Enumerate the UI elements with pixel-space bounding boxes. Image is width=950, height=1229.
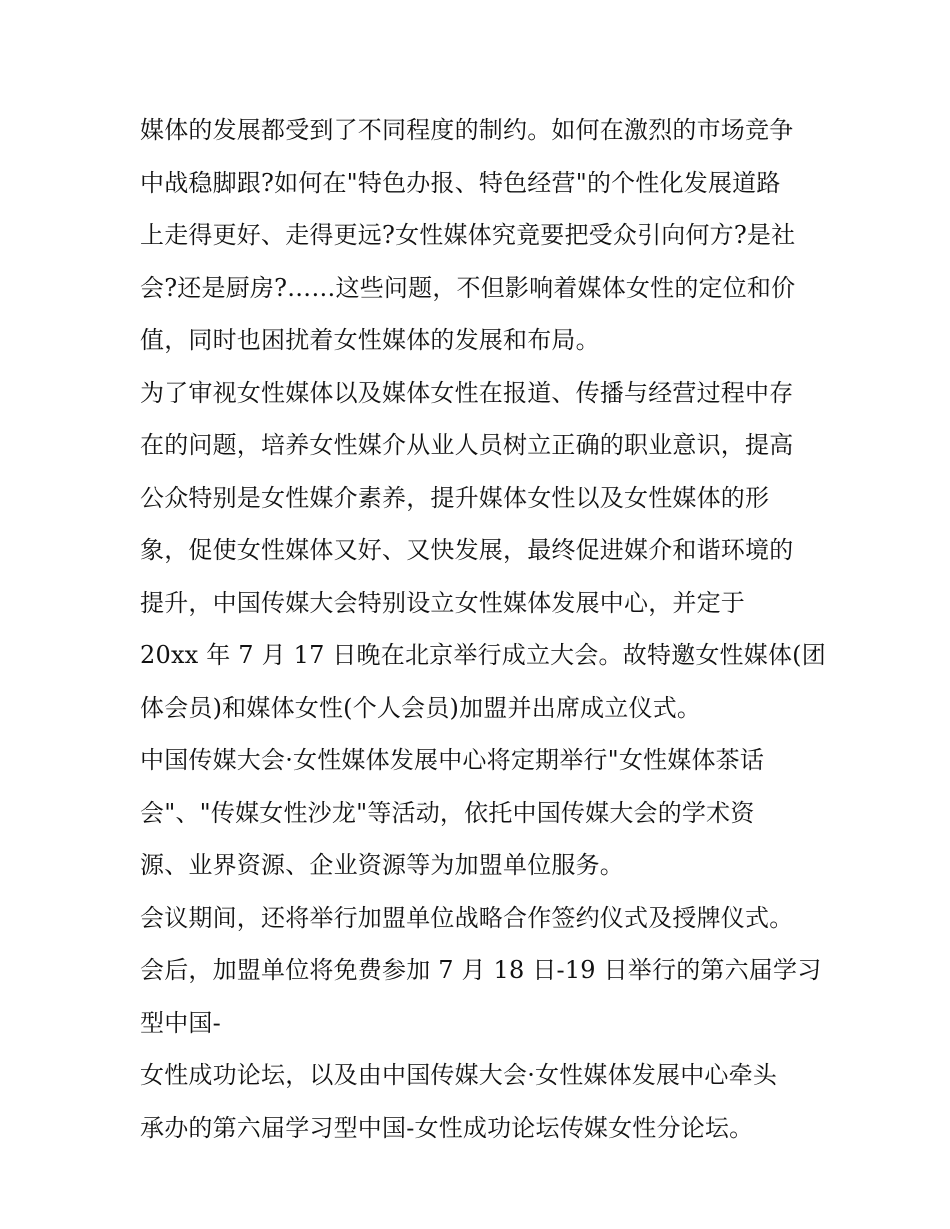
text-line-3: 上走得更好、走得更远?女性媒体究竟要把受众引向何方?是社 <box>140 221 796 249</box>
text-line-16: 会议期间，还将举行加盟单位战略合作签约仪式及授牌仪式。 <box>140 904 794 932</box>
text-line-1: 媒体的发展都受到了不同程度的制约。如何在激烈的市场竞争 <box>140 116 794 144</box>
text-line-9: 象，促使女性媒体又好、又快发展，最终促进媒介和谐环境的 <box>140 536 794 564</box>
text-line-15: 源、业界资源、企业资源等为加盟单位服务。 <box>140 851 624 879</box>
text-line-17: 会后，加盟单位将免费参加 7 月 18 日-19 日举行的第六届学习 <box>140 956 822 984</box>
text-line-12: 体会员)和媒体女性(个人会员)加盟并出席成立仪式。 <box>140 694 702 722</box>
text-line-18: 型中国- <box>140 1009 221 1037</box>
text-line-6: 为了审视女性媒体以及媒体女性在报道、传播与经营过程中存 <box>140 379 794 407</box>
text-line-4: 会?还是厨房?……这些问题，不但影响着媒体女性的定位和价 <box>140 274 796 302</box>
text-line-13: 中国传媒大会·女性媒体发展中心将定期举行"女性媒体茶话 <box>140 746 765 774</box>
text-line-7: 在的问题，培养女性媒介从业人员树立正确的职业意识，提高 <box>140 431 794 459</box>
text-line-2: 中战稳脚跟?如何在"特色办报、特色经营"的个性化发展道路 <box>140 169 781 197</box>
text-line-14: 会"、"传媒女性沙龙"等活动，依托中国传媒大会的学术资 <box>140 799 755 827</box>
text-line-5: 值，同时也困扰着女性媒体的发展和布局。 <box>140 326 600 354</box>
text-line-10: 提升，中国传媒大会特别设立女性媒体发展中心，并定于 <box>140 589 745 617</box>
text-line-8: 公众特别是女性媒介素养，提升媒体女性以及女性媒体的形 <box>140 484 770 512</box>
text-line-11: 20xx 年 7 月 17 日晚在北京举行成立大会。故特邀女性媒体(团 <box>140 641 826 669</box>
text-line-19: 女性成功论坛，以及由中国传媒大会·女性媒体发展中心牵头 <box>140 1061 778 1089</box>
text-line-20: 承办的第六届学习型中国-女性成功论坛传媒女性分论坛。 <box>140 1114 754 1142</box>
